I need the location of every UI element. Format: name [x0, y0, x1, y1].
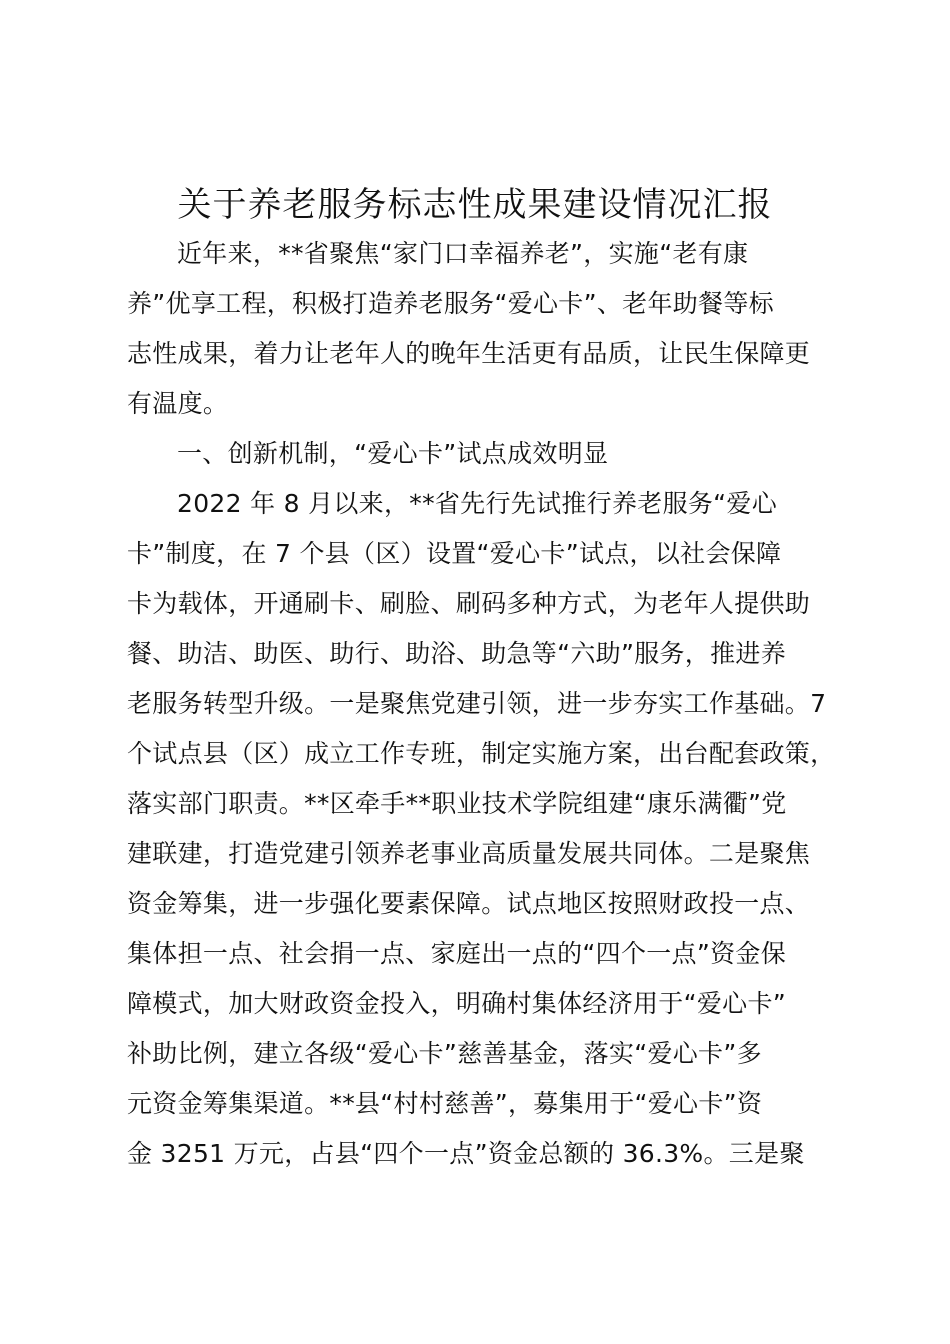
paragraph-line: 落实部门职责。**区牵手**职业技术学院组建“康乐满衢”党: [127, 789, 787, 818]
section-heading: 一、创新机制，“爱心卡”试点成效明显: [177, 439, 609, 468]
paragraph-line: 建联建，打造党建引领养老事业高质量发展共同体。二是聚焦: [127, 839, 811, 868]
paragraph-line: 元资金筹集渠道。**县“村村慈善”，募集用于“爱心卡”资: [127, 1089, 763, 1118]
paragraph-line: 志性成果，着力让老年人的晚年生活更有品质，让民生保障更: [127, 339, 811, 368]
paragraph-line: 卡”制度，在 7 个县（区）设置“爱心卡”试点，以社会保障: [127, 539, 782, 568]
paragraph-line: 有温度。: [127, 389, 229, 418]
paragraph-line: 资金筹集，进一步强化要素保障。试点地区按照财政投一点、: [127, 889, 811, 918]
paragraph-line: 养”优享工程，积极打造养老服务“爱心卡”、老年助餐等标: [127, 289, 774, 318]
paragraph-line: 近年来，**省聚焦“家门口幸福养老”，实施“老有康: [177, 239, 749, 268]
paragraph-line: 集体担一点、社会捐一点、家庭出一点的“四个一点”资金保: [127, 939, 787, 968]
paragraph-line: 卡为载体，开通刷卡、刷脸、刷码多种方式，为老年人提供助: [127, 589, 811, 618]
paragraph-line: 金 3251 万元，占县“四个一点”资金总额的 36.3%。三是聚: [127, 1139, 805, 1168]
paragraph-line: 2022 年 8 月以来，**省先行先试推行养老服务“爱心: [177, 489, 778, 518]
paragraph-line: 个试点县（区）成立工作专班，制定实施方案，出台配套政策，: [127, 739, 836, 768]
paragraph-line: 老服务转型升级。一是聚焦党建引领，进一步夯实工作基础。7: [127, 689, 827, 718]
paragraph-line: 餐、助洁、助医、助行、助浴、助急等“六助”服务，推进养: [127, 639, 787, 668]
paragraph-line: 障模式，加大财政资金投入，明确村集体经济用于“爱心卡”: [127, 989, 787, 1018]
document-title: 关于养老服务标志性成果建设情况汇报: [177, 185, 773, 225]
paragraph-line: 补助比例，建立各级“爱心卡”慈善基金，落实“爱心卡”多: [127, 1039, 762, 1068]
